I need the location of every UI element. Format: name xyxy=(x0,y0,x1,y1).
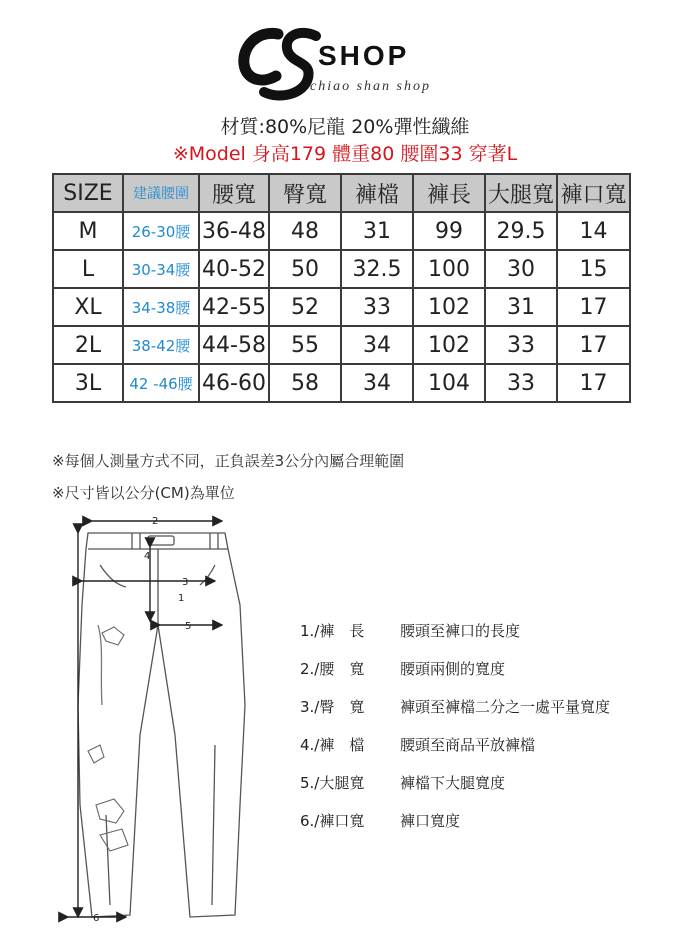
cell-hem-width: 17 xyxy=(557,288,630,326)
legend-desc: 腰頭兩側的寬度 xyxy=(400,659,506,678)
cell-length: 102 xyxy=(413,326,485,364)
table-row xyxy=(53,364,630,402)
cell-thigh-width: 30 xyxy=(485,250,557,288)
cell-waist-width: 44-58 xyxy=(199,326,269,364)
cell-size: 3L xyxy=(53,364,123,402)
table-row xyxy=(53,326,630,364)
cell-hem-width: 14 xyxy=(557,212,630,250)
note-unit: ※尺寸皆以公分(CM)為單位 xyxy=(52,484,235,502)
legend-desc: 褲頭至褲檔二分之一處平量寬度 xyxy=(400,697,611,716)
cell-suggested-waist: 26-30腰 xyxy=(123,212,199,250)
cell-size: XL xyxy=(53,288,123,326)
legend-desc: 腰頭至褲口的長度 xyxy=(400,621,521,640)
header-rise: 褲檔 xyxy=(341,174,413,212)
cell-hip-width: 52 xyxy=(269,288,341,326)
cell-thigh-width: 33 xyxy=(485,364,557,402)
table-row xyxy=(53,212,630,250)
marker-3: 3 xyxy=(182,577,189,588)
distressed-patches xyxy=(88,627,128,851)
cell-length: 99 xyxy=(413,212,485,250)
cell-suggested-waist: 38-42腰 xyxy=(123,326,199,364)
header-size: SIZE xyxy=(53,174,123,212)
cell-hem-width: 15 xyxy=(557,250,630,288)
header-length: 褲長 xyxy=(413,174,485,212)
legend-item xyxy=(300,611,610,649)
brand-logo xyxy=(238,22,458,108)
cell-waist-width: 36-48 xyxy=(199,212,269,250)
cell-hip-width: 55 xyxy=(269,326,341,364)
cell-rise: 32.5 xyxy=(341,250,413,288)
size-table xyxy=(52,173,631,403)
brand-tagline: chiao shan shop xyxy=(310,79,431,94)
legend-label: 2./腰 寬 xyxy=(300,659,365,678)
cell-size: L xyxy=(53,250,123,288)
cell-size: 2L xyxy=(53,326,123,364)
legend-desc: 腰頭至商品平放褲檔 xyxy=(400,735,536,754)
cell-rise: 33 xyxy=(341,288,413,326)
cell-suggested-waist: 34-38腰 xyxy=(123,288,199,326)
cell-rise: 34 xyxy=(341,326,413,364)
header-hem-width: 褲口寬 xyxy=(557,174,630,212)
legend-desc: 褲檔下大腿寬度 xyxy=(400,773,506,792)
cell-waist-width: 42-55 xyxy=(199,288,269,326)
cell-hem-width: 17 xyxy=(557,364,630,402)
legend-label: 6./褲口寬 xyxy=(300,811,365,830)
marker-4: 4 xyxy=(144,551,151,562)
cell-hip-width: 58 xyxy=(269,364,341,402)
legend-label: 3./臀 寬 xyxy=(300,697,365,716)
cell-size: M xyxy=(53,212,123,250)
cell-waist-width: 46-60 xyxy=(199,364,269,402)
material-info: 材質:80%尼龍 20%彈性纖維 xyxy=(220,116,470,138)
table-row xyxy=(53,288,630,326)
cell-rise: 34 xyxy=(341,364,413,402)
legend-item xyxy=(300,687,610,725)
cell-length: 102 xyxy=(413,288,485,326)
header-thigh-width: 大腿寬 xyxy=(485,174,557,212)
cell-hip-width: 50 xyxy=(269,250,341,288)
marker-5: 5 xyxy=(185,621,192,632)
legend-item xyxy=(300,649,610,687)
marker-1: 1 xyxy=(178,593,185,604)
cell-hip-width: 48 xyxy=(269,212,341,250)
model-info: ※Model 身高179 體重80 腰圍33 穿著L xyxy=(172,143,518,165)
notes xyxy=(52,445,404,509)
legend-item xyxy=(300,725,610,763)
cell-waist-width: 40-52 xyxy=(199,250,269,288)
dimension-arrows xyxy=(68,521,222,917)
cell-length: 104 xyxy=(413,364,485,402)
cell-hem-width: 17 xyxy=(557,326,630,364)
table-header-row xyxy=(53,174,630,212)
legend-label: 4./褲 檔 xyxy=(300,735,365,754)
measurement-legend xyxy=(300,611,610,839)
legend-label: 1./褲 長 xyxy=(300,621,365,640)
header-waist-width: 腰寬 xyxy=(199,174,269,212)
table-row xyxy=(53,250,630,288)
marker-2: 2 xyxy=(152,516,159,527)
pants-diagram xyxy=(40,505,290,930)
legend-item xyxy=(300,801,610,839)
note-tolerance: ※每個人測量方式不同，正負誤差3公分內屬合理範圍 xyxy=(52,452,405,470)
cell-thigh-width: 29.5 xyxy=(485,212,557,250)
cs-logo-mark xyxy=(238,22,328,108)
legend-label: 5./大腿寬 xyxy=(300,773,365,792)
cell-suggested-waist: 42 -46腰 xyxy=(123,364,199,402)
cell-length: 100 xyxy=(413,250,485,288)
brand-name: SHOP xyxy=(318,40,410,71)
cell-thigh-width: 33 xyxy=(485,326,557,364)
legend-desc: 褲口寬度 xyxy=(400,811,461,830)
cell-rise: 31 xyxy=(341,212,413,250)
marker-6: 6 xyxy=(93,913,100,924)
header-suggested-waist: 建議腰圍 xyxy=(123,174,199,212)
cell-thigh-width: 31 xyxy=(485,288,557,326)
pants-outline xyxy=(78,533,245,917)
legend-item xyxy=(300,763,610,801)
cell-suggested-waist: 30-34腰 xyxy=(123,250,199,288)
header-hip-width: 臀寬 xyxy=(269,174,341,212)
